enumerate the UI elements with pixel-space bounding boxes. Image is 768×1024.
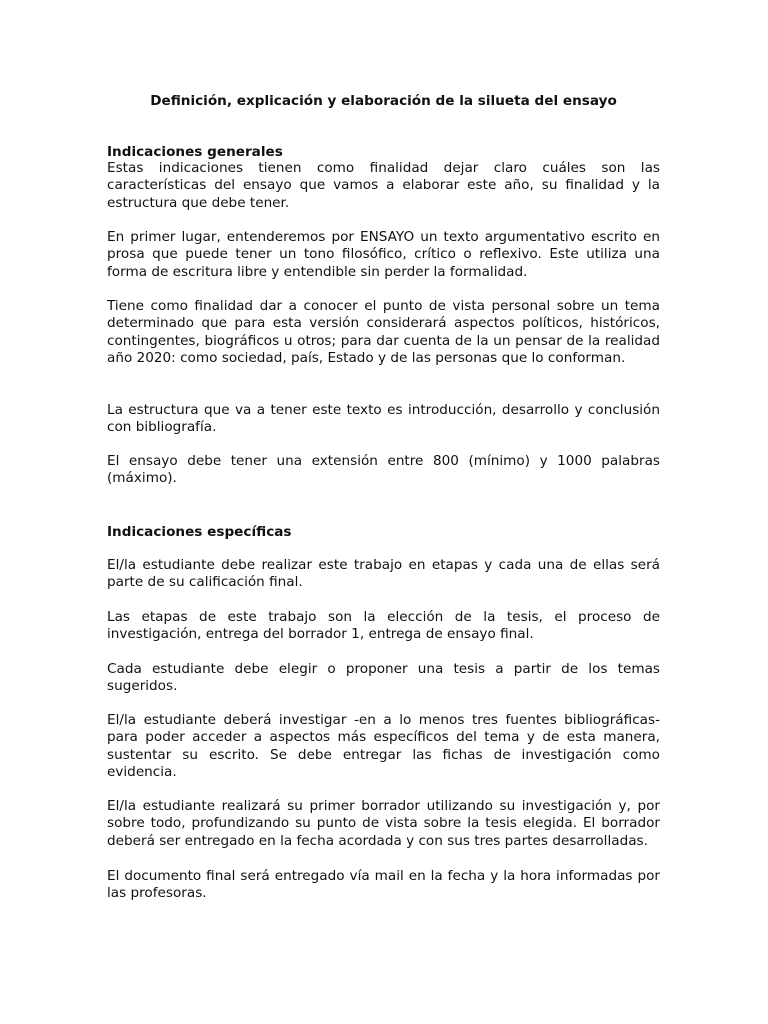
paragraph-general-5: El ensayo debe tener una extensión entre 800 (mínimo) y 1000 palabras (máximo).	[107, 453, 660, 487]
paragraph-specific-1: El/la estudiante debe realizar este trabajo en etapas y cada una de ellas será parte de su calificación final.	[107, 557, 660, 591]
paragraph-specific-5: El/la estudiante realizará su primer borrador utilizando su investigación y, por sobre todo, profundizando su punto de vista sobre la tesis elegida. El borrador deberá ser entregado en la fecha acordada y con sus tres partes desarrolladas.	[107, 798, 660, 849]
paragraph-general-1: Estas indicaciones tienen como finalidad dejar claro cuáles son las características del ensayo que vamos a elaborar este año, su finalidad y la estructura que debe tener.	[107, 160, 660, 211]
paragraph-specific-4: El/la estudiante deberá investigar -en a lo menos tres fuentes bibliográficas- para poder acceder a aspectos más específicos del tema y de esta manera, sustentar su escrito. Se debe entregar las fichas de investigación como evidencia.	[107, 712, 660, 780]
paragraph-general-4: La estructura que va a tener este texto es introducción, desarrollo y conclusión con bibliografía.	[107, 402, 660, 436]
paragraph-specific-3: Cada estudiante debe elegir o proponer una tesis a partir de los temas sugeridos.	[107, 661, 660, 695]
paragraph-general-3: Tiene como finalidad dar a conocer el punto de vista personal sobre un tema determinado que para esta versión considerará aspectos políticos, históricos, contingentes, biográficos u otros; para dar cuenta de la un pensar de la realidad año 2020: como sociedad, país, Estado y de las personas que lo conforman.	[107, 298, 660, 366]
paragraph-specific-6: El documento final será entregado vía mail en la fecha y la hora informadas por las profesoras.	[107, 868, 660, 902]
section-heading-specific: Indicaciones específicas	[107, 524, 292, 540]
document-title: Definición, explicación y elaboración de la silueta del ensayo	[150, 93, 617, 109]
paragraph-general-2: En primer lugar, entenderemos por ENSAYO un texto argumentativo escrito en prosa que puede tener un tono filosófico, crítico o reflexivo. Este utiliza una forma de escritura libre y entendible sin perder la formalidad.	[107, 229, 660, 280]
paragraph-specific-2: Las etapas de este trabajo son la elección de la tesis, el proceso de investigación, entrega del borrador 1, entrega de ensayo final.	[107, 609, 660, 643]
section-heading-general: Indicaciones generales	[107, 144, 283, 160]
